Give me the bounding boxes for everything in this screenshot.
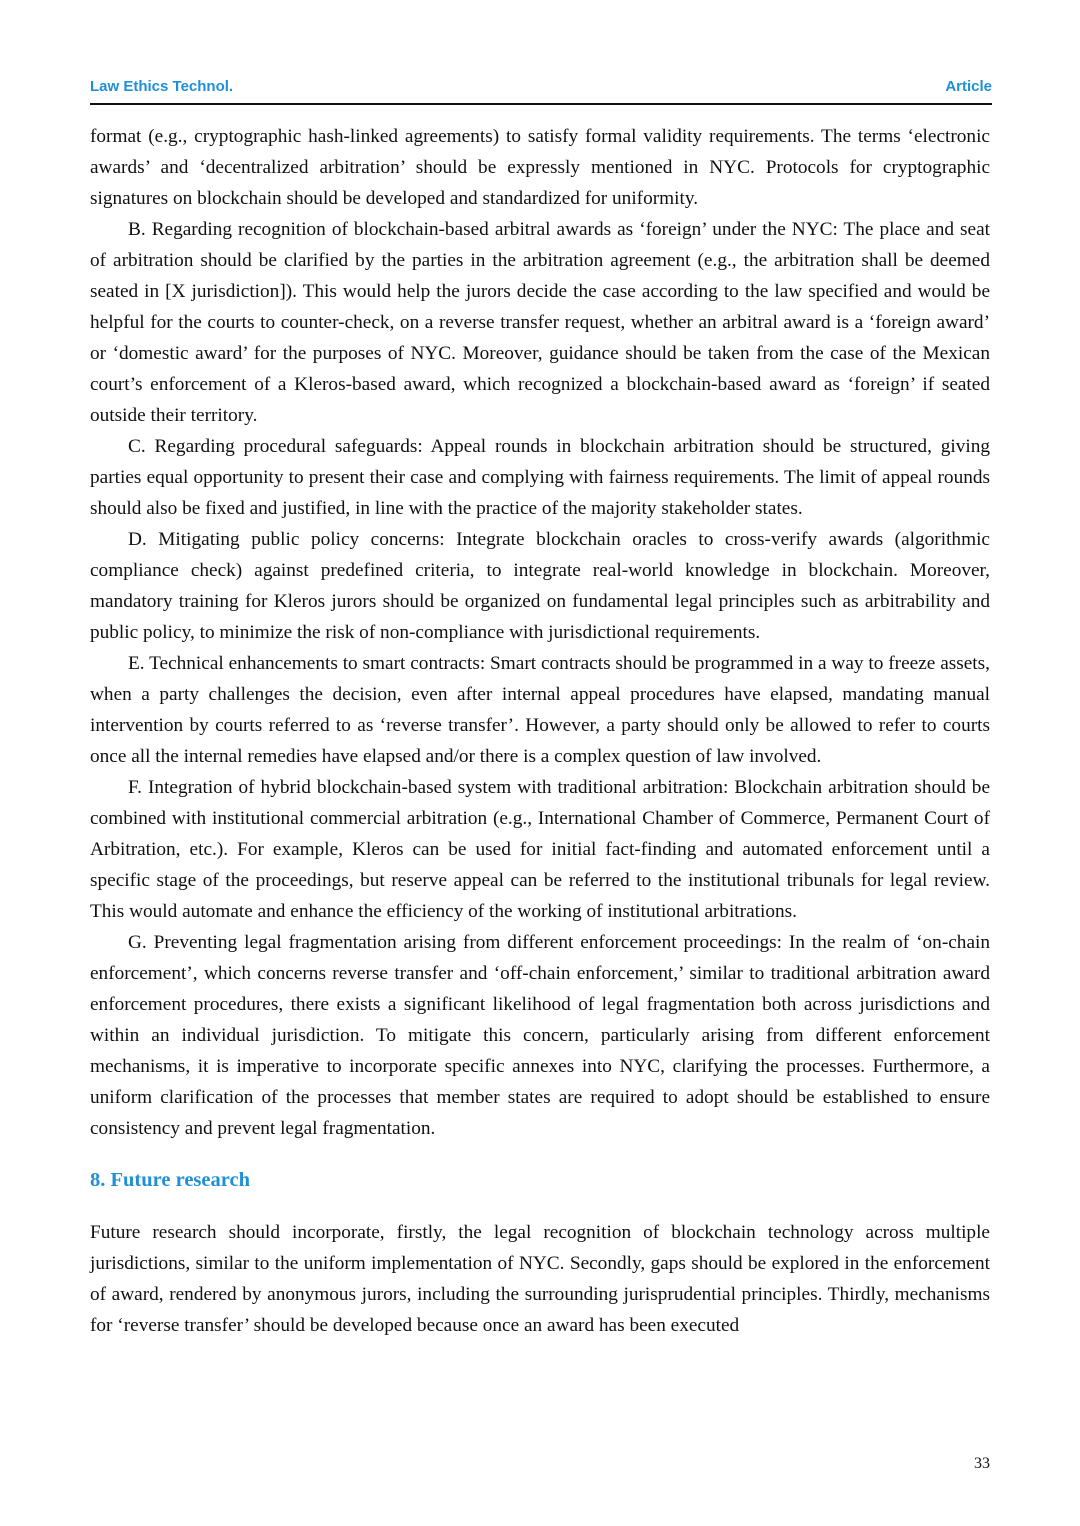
header-rule [90, 103, 992, 105]
paragraph-f: F. Integration of hybrid blockchain-based system with traditional arbitration: Blockchain arbitration should be combined with institutional commercial arbitration (e.g., International Chamber of Commerce, Permanent Court of Arbitration, etc.). For example, Kleros can be used for initial fact-finding and automated enforcement until a specific stage of the proceedings, but reserve appeal can be referred to the institutional tribunals for legal review. This would automate and enhance the efficiency of the working of institutional arbitrations. [90, 777, 990, 922]
article-type: Article [945, 78, 992, 95]
paragraph-continuation: format (e.g., cryptographic hash-linked agreements) to satisfy formal validity requirements. The terms ‘electronic awards’ and ‘decentralized arbitration’ should be expressly mentioned in NYC. Protocols for cryptographic signatures on blockchain should be developed and standardized for uniformity. [90, 126, 990, 209]
page-number: 33 [974, 1455, 990, 1472]
body-text [90, 121, 990, 1341]
paragraph-d: D. Mitigating public policy concerns: Integrate blockchain oracles to cross-verify awards (algorithmic compliance check) against predefined criteria, to integrate real-world knowledge in blockchain. Moreover, mandatory training for Kleros jurors should be organized on fundamental legal principles such as arbitrability and public policy, to minimize the risk of non-compliance with jurisdictional requirements. [90, 529, 990, 643]
running-header [90, 74, 992, 104]
paragraph-b: B. Regarding recognition of blockchain-based arbitral awards as ‘foreign’ under the NYC: The place and seat of arbitration should be clarified by the parties in the arbitration agreement (e.g., the arbitration shall be deemed seated in [X jurisdiction]). This would help the jurors decide the case according to the law specified and would be helpful for the courts to counter-check, on a reverse transfer request, whether an arbitral award is a ‘foreign award’ or ‘domestic award’ for the purposes of NYC. Moreover, guidance should be taken from the case of the Mexican court’s enforcement of a Kleros-based award, which recognized a blockchain-based award as ‘foreign’ if seated outside their territory. [90, 219, 990, 426]
journal-name: Law Ethics Technol. [90, 78, 234, 95]
paragraph-c: C. Regarding procedural safeguards: Appeal rounds in blockchain arbitration should be structured, giving parties equal opportunity to present their case and complying with fairness requirements. The limit of appeal rounds should also be fixed and justified, in line with the practice of the majority stakeholder states. [90, 436, 990, 519]
paragraph-e: E. Technical enhancements to smart contracts: Smart contracts should be programmed in a way to freeze assets, when a party challenges the decision, even after internal appeal procedures have elapsed, mandating manual intervention by courts referred to as ‘reverse transfer’. However, a party should only be allowed to refer to courts once all the internal remedies have elapsed and/or there is a complex question of law involved. [90, 653, 990, 767]
section-paragraph: Future research should incorporate, firstly, the legal recognition of blockchain technology across multiple jurisdictions, similar to the uniform implementation of NYC. Secondly, gaps should be explored in the enforcement of award, rendered by anonymous jurors, including the surrounding jurisprudential principles. Thirdly, mechanisms for ‘reverse transfer’ should be developed because once an award has been executed [90, 1222, 990, 1336]
paragraph-g: G. Preventing legal fragmentation arising from different enforcement proceedings: In the realm of ‘on-chain enforcement’, which concerns reverse transfer and ‘off-chain enforcement,’ similar to traditional arbitration award enforcement procedures, there exists a significant likelihood of legal fragmentation both across jurisdictions and within an individual jurisdiction. To mitigate this concern, particularly arising from different enforcement mechanisms, it is imperative to incorporate specific annexes into NYC, clarifying the processes. Furthermore, a uniform clarification of the processes that member states are required to adopt should be established to ensure consistency and prevent legal fragmentation. [90, 932, 990, 1139]
section-heading: 8. Future research [90, 1169, 250, 1191]
